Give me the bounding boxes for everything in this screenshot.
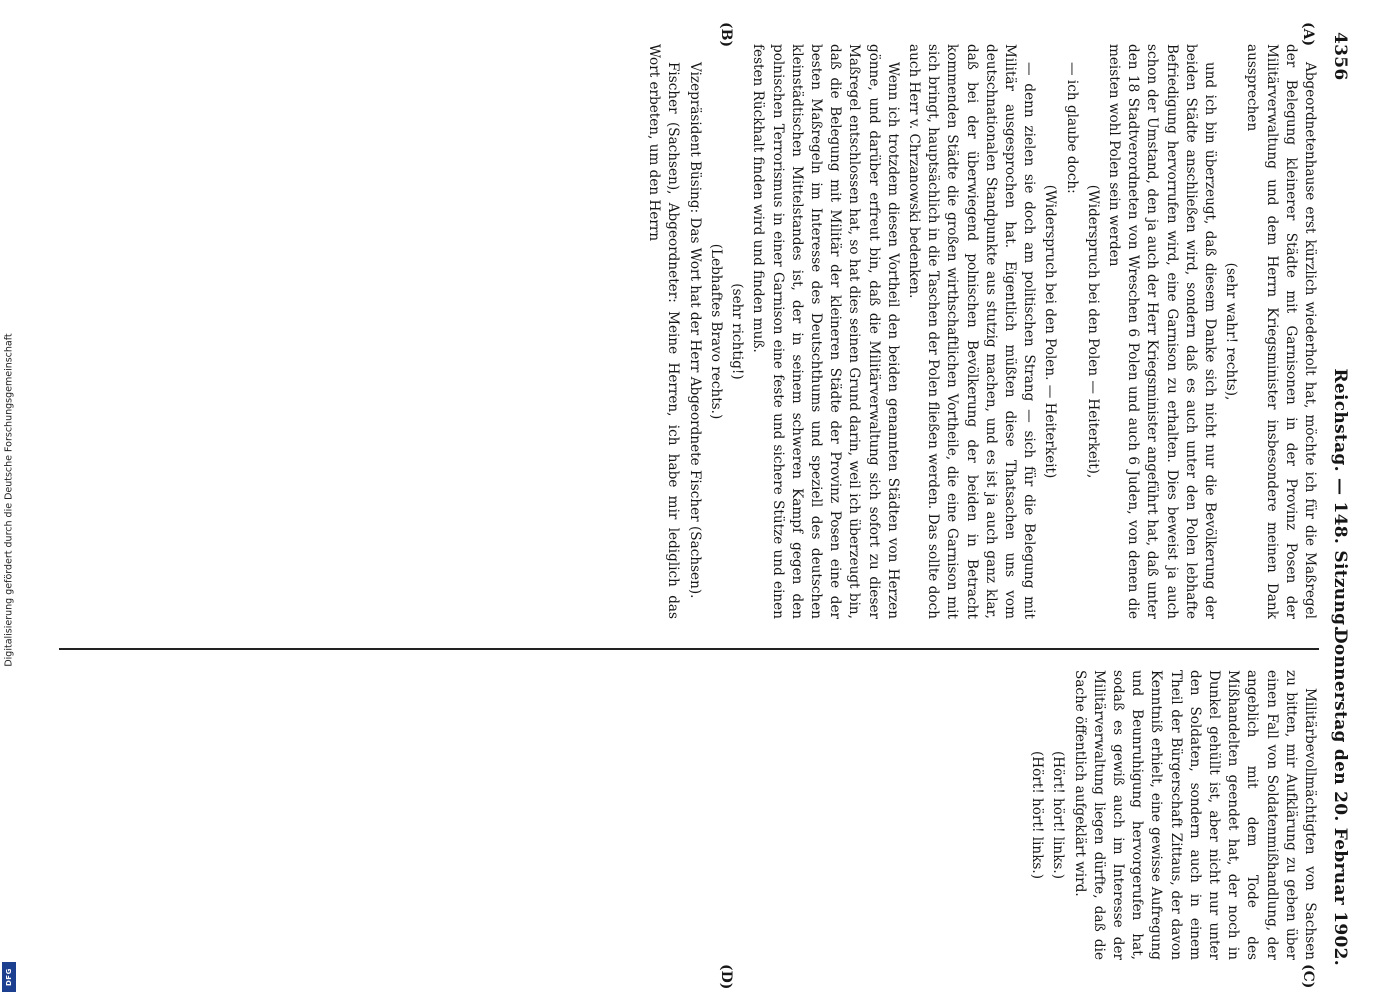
- paragraph: — ich glaube doch:: [1063, 62, 1080, 194]
- column-divider: [59, 648, 1319, 650]
- margin-marker-b: (B): [718, 22, 734, 48]
- interjection: (sehr wahr! rechts),: [1223, 262, 1240, 401]
- interjection: (Hört! hört! links.): [1029, 750, 1046, 880]
- paragraph: und ich bin überzeugt, daß diesem Danke sich nicht nur die Bevölkerung der beiden Städte anschließen wird, sondern daß es auch unter den Polen lebhafte Befriedigung hervorrufen wird, eine Garnison zu erhalten. Dies beweist ja auch schon der Umstand, den ja auch der Herr Kriegsminister angeführt hat, daß unter den 18 Stadtverordneten von Wreschen 6 Polen und auch 6 Juden, von denen die meisten wohl Polen sein werden: [1105, 44, 1218, 619]
- interjection: (Hört! hört! links.): [1050, 750, 1067, 880]
- page-number: 4356: [1330, 32, 1350, 81]
- paragraph: Fischer (Sachsen), Abgeordneter: Meine Herren, ich habe mir lediglich das Wort erbeten, um den Herrn: [646, 44, 682, 619]
- credit-strip: [0, 0, 18, 1000]
- margin-marker-a: (A): [1300, 22, 1316, 47]
- digitization-credit: Digitalisierung gefördert durch die Deutsche Forschungsgemeinschaft: [3, 333, 15, 667]
- paragraph: Militärbevollmächtigten von Sachsen zu bitten, mir Aufklärung zu geben über einen Fall von Soldatenmißhandlung, der angeblich mit dem Tode des Mißhandelten geendet hat, der noch in Dunkel gehüllt ist, aber nicht nur unter den Soldaten, sondern auch in einem Theil der Bürgerschaft Zittaus, der davon Kenntniß erhielt, eine gewisse Aufregung und Beunruhigung hervorgerufen hat, sodaß es gewiß auch im Interesse der Militärverwaltung liegen dürfte, daß die Sache öffentlich aufgeklärt wird.: [1071, 670, 1318, 960]
- interjection: (Lebhaftes Bravo rechts.): [707, 243, 724, 420]
- paragraph: — denn zielen sie doch am politischen Strang — sich für die Belegung mit Militär ausgesprochen hat. Eigentlich müßten diese Thatsachen uns vom deutschnationalen Standpunkte aus stutzig machen, und es ist ja auch ganz klar, daß bei der überwiegend polnischen Bevölkerung der beiden in Betracht kommenden Städte die großen wirthschaftlichen Vortheile, die eine Garnison mit sich bringt, hauptsächlich in die Taschen der Polen fließen werden. Das sollte doch auch Herr v. Chrzanowski bedenken.: [905, 44, 1038, 619]
- left-column: [59, 44, 1319, 619]
- paragraph: Abgeordnetenhause erst kürzlich wiederholt hat, möchte ich für die Maßregel der Belegung kleinerer Städte mit Garnisonen in der Provinz Posen der Militärverwaltung und dem Herrn Kriegsminister insbesondere meinen Dank aussprechen: [1244, 44, 1318, 619]
- interjection: (Widerspruch bei den Polen — Heiterkeit),: [1084, 184, 1101, 479]
- rotated-page: [45, 20, 1355, 990]
- margin-marker-d: (D): [718, 964, 734, 990]
- paragraph: Vizepräsident Büsing: Das Wort hat der Herr Abgeordnete Fischer (Sachsen).: [686, 62, 703, 599]
- margin-marker-c: (C): [1300, 964, 1316, 989]
- interjection: (Widerspruch bei den Polen. — Heiterkeit): [1042, 184, 1059, 479]
- session-date: Donnerstag den 20. Februar 1902.: [1330, 628, 1350, 966]
- session-title: Reichstag. — 148. Sitzung.: [1330, 368, 1350, 632]
- dfg-logo: DFG: [2, 962, 16, 992]
- page-header: [1321, 20, 1355, 980]
- paragraph: Wenn ich trotzdem diesen Vortheil den beiden genannten Städten von Herzen gönne, und darüber erfreut bin, daß die Militärverwaltung sich sofort zu dieser Maßregel entschlossen hat, so hat dies seinen Grund darin, weil ich überzeugt bin, daß die Belegung mit Militär der kleineren Städte der Provinz Posen eine der besten Maßregeln im Interesse des Deutschthums und speziell des deutschen kleinstädtischen Mittelstandes ist, der in seinem schweren Kampf gegen den polnischen Terrorismus in einer Garnison eine feste und sichere Stütze und einen festen Rückhalt finden wird und finden muß.: [750, 44, 901, 619]
- interjection: (sehr richtig!): [729, 283, 746, 380]
- right-column: [59, 670, 1319, 960]
